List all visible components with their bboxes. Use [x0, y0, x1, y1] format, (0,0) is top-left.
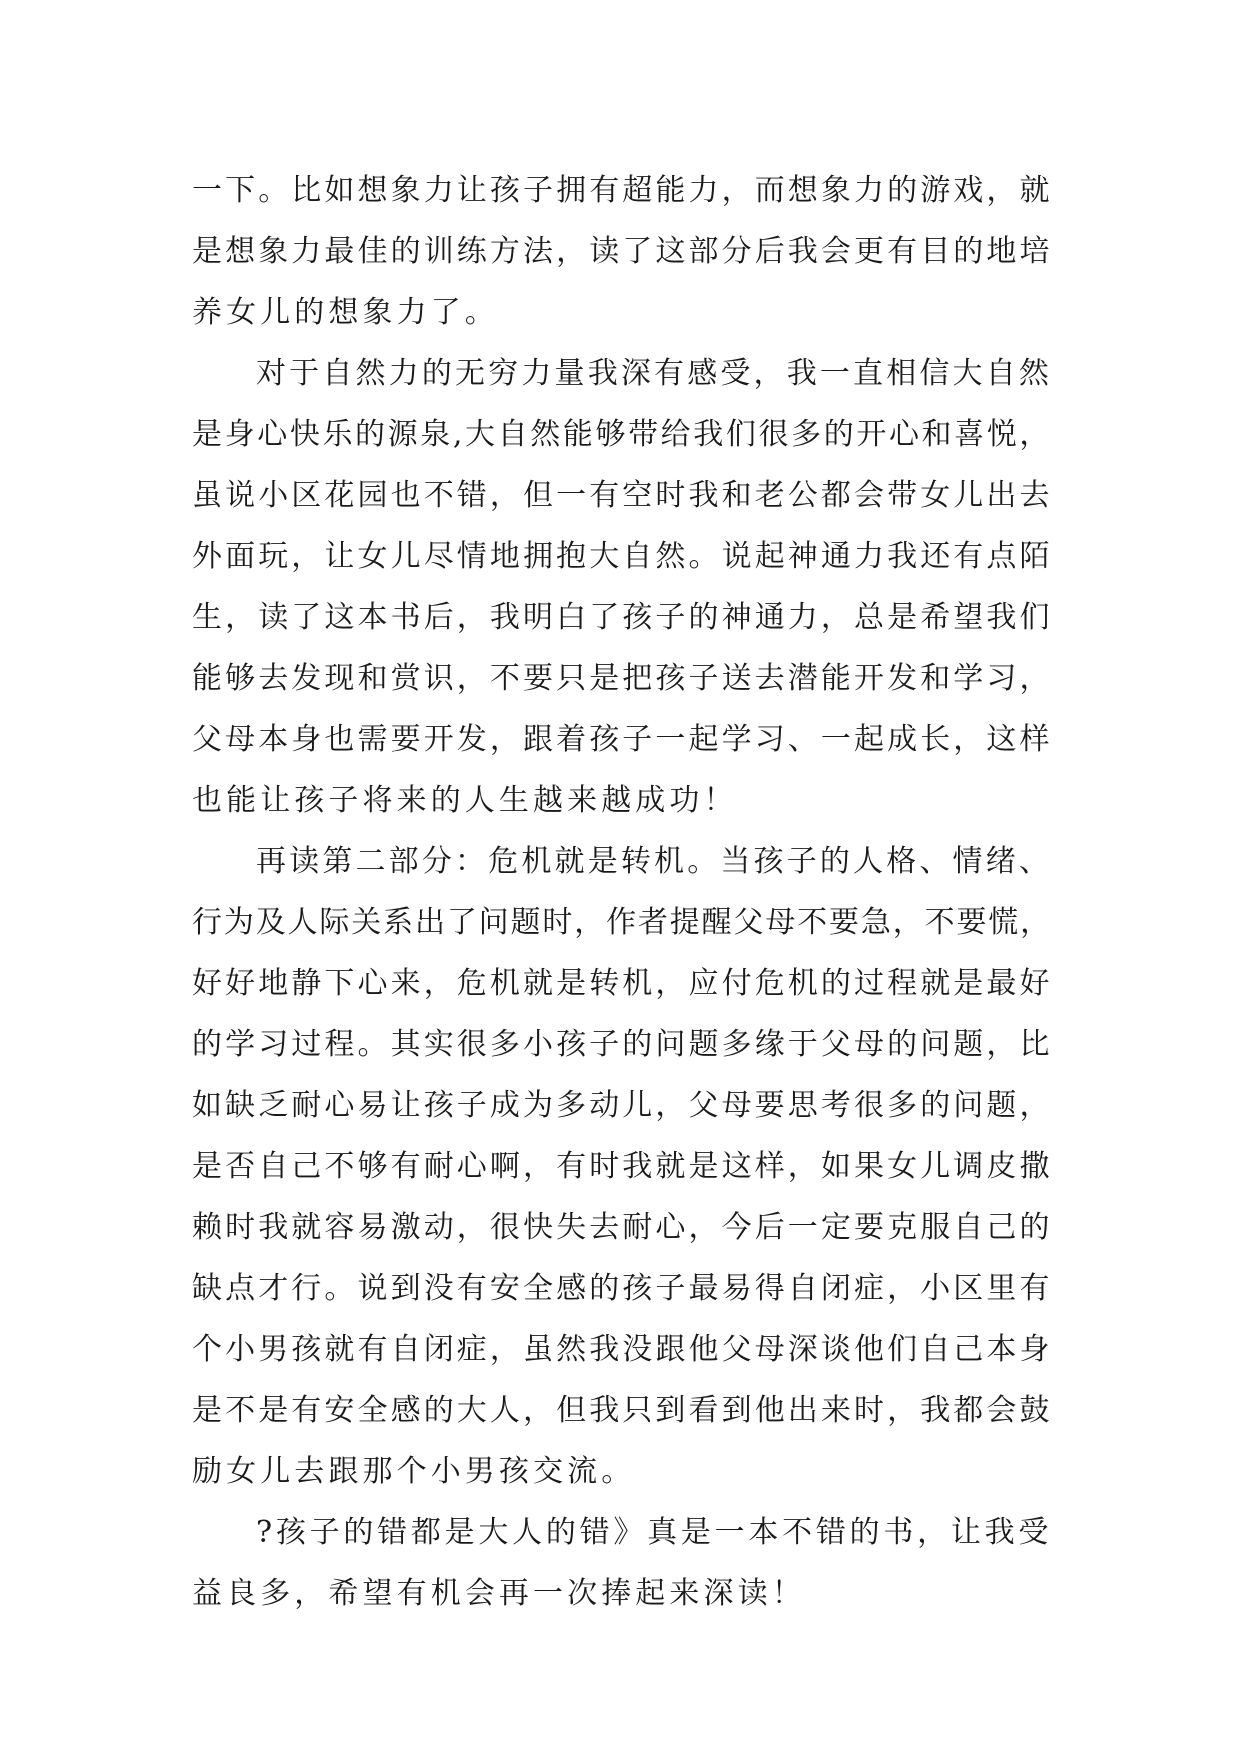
text-line: 对于自然力的无穷力量我深有感受，我一直相信大自然 — [256, 356, 1052, 391]
text-line: 个小男孩就有自闭症，虽然我没跟他父母深谈他们自己本身 — [192, 1332, 1053, 1367]
text-line: 是否自己不够有耐心啊，有时我就是这样，如果女儿调皮撒 — [192, 1149, 1053, 1184]
text-line: 行为及人际关系出了问题时，作者提醒父母不要急，不要慌， — [192, 905, 1052, 940]
text-line: 缺点才行。说到没有安全感的孩子最易得自闭症，小区里有 — [192, 1271, 1053, 1306]
text-line: 一下。比如想象力让孩子拥有超能力，而想象力的游戏，就 — [192, 173, 1053, 208]
text-line: 父母本身也需要开发，跟着孩子一起学习、一起成长，这样 — [192, 722, 1053, 757]
text-line: 生，读了这本书后，我明白了孩子的神通力，总是希望我们 — [192, 600, 1053, 635]
text-line: 如缺乏耐心易让孩子成为多动儿，父母要思考很多的问题， — [192, 1088, 1053, 1123]
text-line: ?孩子的错都是大人的错》真是一本不错的书，让我受 — [256, 1515, 1052, 1550]
text-line: 养女儿的想象力了。 — [192, 295, 499, 330]
text-line: 再读第二部分：危机就是转机。当孩子的人格、情绪、 — [256, 844, 1052, 879]
paragraph-conclusion — [192, 1502, 1052, 1624]
text-line: 也能让孩子将来的人生越来越成功！ — [192, 783, 738, 818]
paragraph-crisis — [192, 831, 1052, 1502]
paragraph-nature — [192, 343, 1052, 831]
text-line: 益良多，希望有机会再一次捧起来深读！ — [192, 1576, 806, 1611]
text-line: 外面玩，让女儿尽情地拥抱大自然。说起神通力我还有点陌 — [192, 539, 1053, 574]
text-line: 的学习过程。其实很多小孩子的问题多缘于父母的问题，比 — [192, 1027, 1053, 1062]
text-line: 是身心快乐的源泉,大自然能够带给我们很多的开心和喜悦， — [192, 417, 1052, 452]
text-line: 励女儿去跟那个小男孩交流。 — [192, 1454, 636, 1489]
text-line: 是想象力最佳的训练方法，读了这部分后我会更有目的地培 — [192, 234, 1053, 269]
text-line: 虽说小区花园也不错，但一有空时我和老公都会带女儿出去 — [192, 478, 1053, 513]
paragraph-imagination — [192, 160, 1052, 343]
body-text — [192, 160, 1052, 1624]
text-line: 赖时我就容易激动，很快失去耐心，今后一定要克服自己的 — [192, 1210, 1053, 1245]
text-line: 能够去发现和赏识，不要只是把孩子送去潜能开发和学习， — [192, 661, 1053, 696]
text-line: 好好地静下心来，危机就是转机，应付危机的过程就是最好 — [192, 966, 1053, 1001]
text-line: 是不是有安全感的大人，但我只到看到他出来时，我都会鼓 — [192, 1393, 1053, 1428]
